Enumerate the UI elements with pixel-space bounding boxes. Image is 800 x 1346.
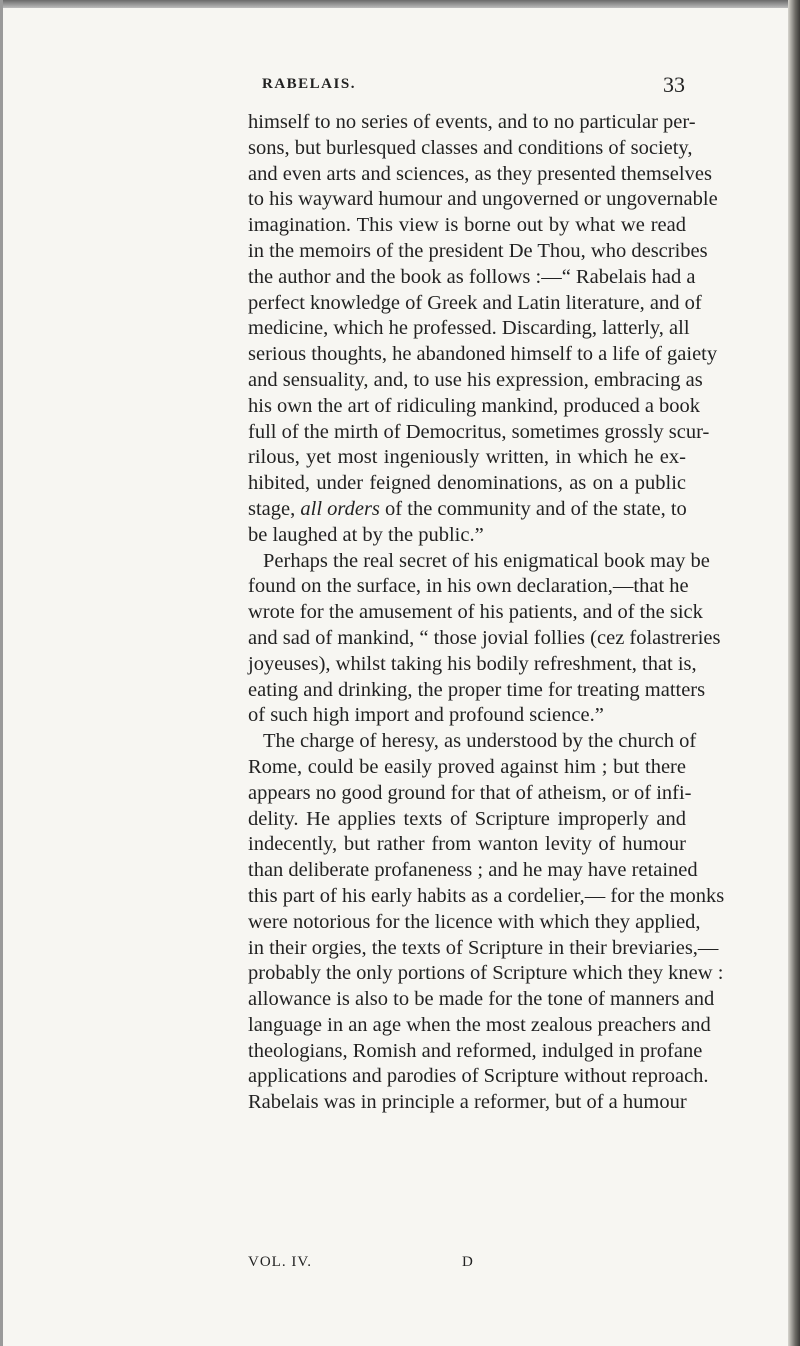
text-line: rilous, yet most ingeniously written, in which he ex- (248, 446, 686, 469)
text-fragment: stage, (248, 497, 296, 520)
body-text (248, 110, 725, 1116)
text-line: found on the surface, in his own declaration,—that he (248, 575, 689, 598)
text-line: to his wayward humour and ungoverned or ungovernable (248, 188, 718, 211)
paragraph-start-line: The charge of heresy, as understood by the church of (263, 730, 697, 753)
text-line: appears no good ground for that of atheism, or of infi- (248, 781, 692, 804)
text-line: probably the only portions of Scripture which they knew : (248, 962, 724, 985)
text-line: Rome, could be easily proved against him ; but there (248, 755, 686, 778)
text-line: Rabelais was in principle a reformer, but of a humour (248, 1091, 687, 1114)
text-line: allowance is also to be made for the tone of manners and (248, 988, 715, 1011)
italic-phrase: all orders (300, 497, 380, 520)
paragraph-start-line: Perhaps the real secret of his enigmatical book may be (263, 549, 710, 572)
text-line: than deliberate profaneness ; and he may have retained (248, 859, 698, 882)
page-top-shadow (0, 0, 800, 8)
text-line: serious thoughts, he abandoned himself to a life of gaiety (248, 343, 718, 366)
page-number: 33 (663, 72, 685, 97)
text-line: delity. He applies texts of Scripture improperly and (248, 807, 686, 830)
running-title: RABELAIS. (262, 76, 356, 92)
text-line: the author and the book as follows :—“ Rabelais had a (248, 265, 696, 288)
text-line: his own the art of ridiculing mankind, produced a book (248, 394, 701, 417)
text-line: this part of his early habits as a cordelier,— for the monks (248, 884, 725, 907)
text-line: applications and parodies of Scripture without reproach. (248, 1065, 709, 1088)
text-line: medicine, which he professed. Discarding, latterly, all (248, 317, 690, 340)
text-line: wrote for the amusement of his patients, and of the sick (248, 601, 703, 624)
page-gutter-shadow (788, 0, 800, 1346)
text-line: theologians, Romish and reformed, indulged in profane (248, 1039, 703, 1062)
text-line: language in an age when the most zealous preachers and (248, 1013, 711, 1036)
text-line: hibited, under feigned denominations, as on a public (248, 472, 686, 495)
text-line: and sad of mankind, “ those jovial follies (cez folastreries (248, 626, 721, 649)
text-line: perfect knowledge of Greek and Latin literature, and of (248, 291, 702, 314)
text-line: and sensuality, and, to use his expression, embracing as (248, 368, 703, 391)
text-line: joyeuses), whilst taking his bodily refreshment, that is, (248, 652, 697, 675)
text-line: sons, but burlesqued classes and conditions of society, (248, 136, 693, 159)
text-line: imagination. This view is borne out by what we read (248, 214, 686, 237)
text-line-mixed (248, 497, 686, 523)
text-line: full of the mirth of Democritus, sometimes grossly scur- (248, 420, 710, 443)
text-line: be laughed at by the public.” (248, 523, 484, 546)
text-line: in their orgies, the texts of Scripture in their breviaries,— (248, 936, 719, 959)
text-line: indecently, but rather from wanton levity of humour (248, 833, 686, 856)
text-line: himself to no series of events, and to no particular per- (248, 111, 696, 133)
text-line: were notorious for the licence with which they applied, (248, 910, 701, 933)
text-line: in the memoirs of the president De Thou, who describes (248, 239, 708, 262)
text-line: of such high import and profound science.” (248, 704, 604, 727)
page-left-edge (0, 0, 3, 1346)
signature-mark: D (462, 1254, 474, 1270)
text-fragment: of the community and of the state, to (385, 497, 687, 520)
text-line: eating and drinking, the proper time for treating matters (248, 678, 706, 701)
volume-label: VOL. IV. (248, 1254, 312, 1270)
text-line: and even arts and sciences, as they presented themselves (248, 162, 712, 185)
